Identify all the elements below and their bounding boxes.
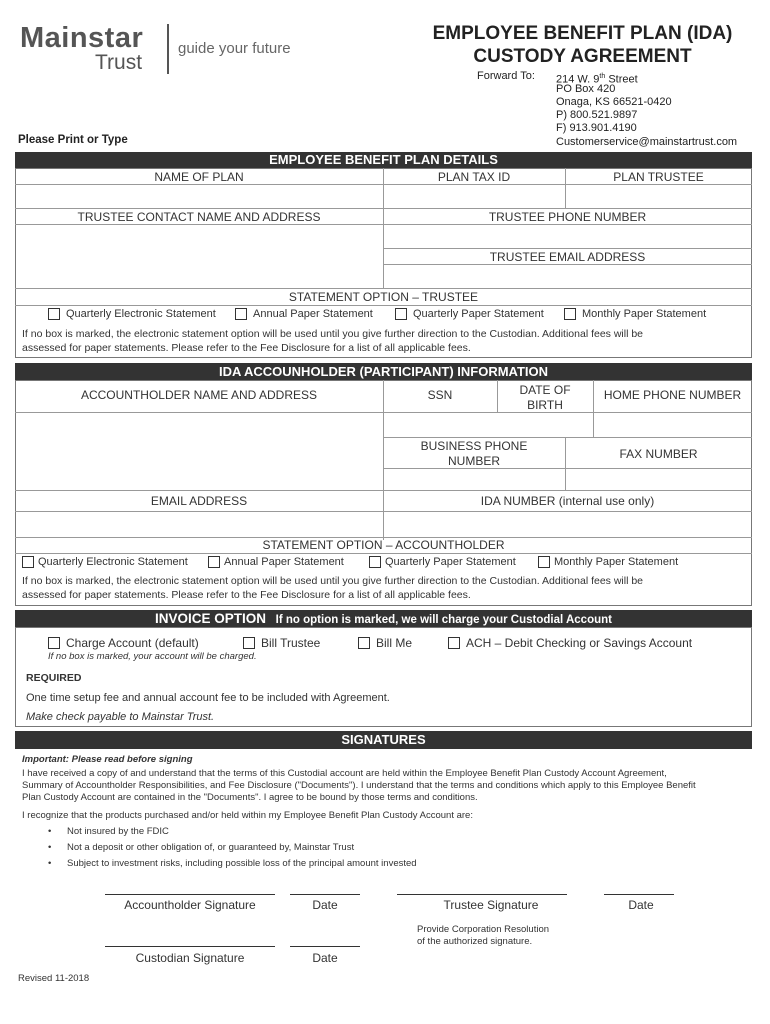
logo-divider — [167, 24, 169, 74]
divider — [15, 288, 752, 289]
plan-tax-id-label: PLAN TAX ID — [437, 170, 511, 184]
invoice-heading-note: If no option is marked, we will charge your Custodial Account — [275, 614, 612, 626]
print-note: Please Print or Type — [18, 134, 128, 146]
custodian-date-label: Date — [312, 951, 338, 965]
trustee-signature-line[interactable] — [397, 894, 567, 895]
home-phone-label: HOME PHONE NUMBER — [603, 388, 742, 402]
ah-option-label: Monthly Paper Statement — [554, 556, 679, 568]
terms-line-1: I have received a copy of and understand that the terms of this Custodial account are held within the Employee Benefit Plan Custody Account Agreement, — [22, 768, 667, 779]
trustee-contact-label: TRUSTEE CONTACT NAME AND ADDRESS — [77, 210, 321, 224]
fax-label: FAX NUMBER — [619, 447, 698, 461]
trustee-option-label: Monthly Paper Statement — [582, 308, 707, 320]
divider — [15, 490, 752, 491]
corp-resolution-note-2: of the authorized signature. — [417, 936, 533, 947]
ah-statement-note-1: If no box is marked, the electronic statement option will be used until you give further direction to the Custodian. Additional fees will be — [22, 575, 644, 587]
terms-line-3: Plan Custody Account are contained in the "Documents". I agree to be bound by those terms and conditions. — [22, 792, 478, 803]
plan-name-field[interactable] — [16, 185, 382, 207]
required-label: REQUIRED — [26, 672, 82, 684]
email-label: EMAIL ADDRESS — [150, 494, 248, 508]
invoice-option-label: Bill Me — [376, 636, 413, 650]
trustee-statement-heading: STATEMENT OPTION – TRUSTEE — [288, 290, 479, 304]
address-city: Onaga, KS 66521-0420 — [556, 96, 672, 108]
plan-trustee-label: PLAN TRUSTEE — [613, 170, 704, 184]
address-street: 214 W. 9th Street — [556, 73, 638, 86]
ah-annual-paper-checkbox[interactable] — [208, 556, 220, 568]
invoice-heading: INVOICE OPTION — [155, 611, 267, 626]
trustee-phone-label: TRUSTEE PHONE NUMBER — [488, 210, 647, 224]
signatures-heading: SIGNATURES — [15, 731, 752, 749]
accountholder-name-field[interactable] — [16, 413, 382, 489]
trustee-date-line[interactable] — [604, 894, 674, 895]
ah-monthly-paper-checkbox[interactable] — [538, 556, 550, 568]
invoice-option-label: Bill Trustee — [261, 636, 321, 650]
trustee-signature-label: Trustee Signature — [443, 898, 539, 912]
check-payable-note: Make check payable to Mainstar Trust. — [26, 711, 215, 723]
disclosure-item: • Not a deposit or other obligation of, or guaranteed by, Mainstar Trust — [22, 840, 417, 856]
trustee-quarterly-electronic-checkbox[interactable] — [48, 308, 60, 320]
ssn-label: SSN — [427, 388, 453, 402]
ah-option-label: Quarterly Paper Statement — [385, 556, 516, 568]
trustee-option-label: Quarterly Paper Statement — [413, 308, 544, 320]
accountholder-signature-line[interactable] — [105, 894, 275, 895]
terms-line-2: Summary of Accountholder Responsibilities, and Fee Disclosure ("Documents"). I understand that the terms and conditions which apply to this Employee Benefit — [22, 780, 696, 791]
accountholder-heading: IDA ACCOUNHOLDER (PARTICIPANT) INFORMATION — [15, 363, 752, 380]
bill-me-checkbox[interactable] — [358, 637, 370, 649]
accountholder-date-line[interactable] — [290, 894, 360, 895]
revised-date: Revised 11-2018 — [18, 973, 90, 984]
custodian-signature-label: Custodian Signature — [135, 951, 245, 965]
divider — [15, 305, 752, 306]
business-phone-field[interactable] — [384, 469, 564, 489]
name-of-plan-label: NAME OF PLAN — [154, 170, 244, 184]
important-note: Important: Please read before signing — [22, 754, 193, 765]
plan-tax-id-field[interactable] — [384, 185, 564, 207]
forward-to-label: Forward To: — [477, 70, 535, 82]
form-title-line2: CUSTODY AGREEMENT — [473, 46, 692, 67]
divider — [15, 553, 752, 554]
ah-option-label: Annual Paper Statement — [224, 556, 344, 568]
disclosure-item: • Subject to investment risks, including possible loss of the principal amount invested — [22, 856, 417, 872]
email-field[interactable] — [16, 512, 382, 536]
ah-statement-note-2: assessed for paper statements. Please refer to the Fee Disclosure for a list of all applicable fees. — [22, 589, 471, 601]
plan-trustee-field[interactable] — [566, 185, 751, 207]
divider — [497, 380, 498, 412]
accountholder-date-label: Date — [312, 898, 338, 912]
home-phone-field[interactable] — [594, 413, 751, 436]
trustee-quarterly-paper-checkbox[interactable] — [395, 308, 407, 320]
disclosure-list — [22, 824, 417, 872]
disclosure-item: • Not insured by the FDIC — [22, 824, 417, 840]
address-fax: F) 913.901.4190 — [556, 122, 637, 134]
ida-number-label: IDA NUMBER (internal use only) — [480, 494, 655, 508]
address-phone: P) 800.521.9897 — [556, 109, 638, 121]
accountholder-name-label: ACCOUNTHOLDER NAME AND ADDRESS — [80, 388, 318, 402]
divider — [383, 248, 752, 249]
custodian-signature-line[interactable] — [105, 946, 275, 947]
divider — [383, 437, 752, 438]
bill-trustee-checkbox[interactable] — [243, 637, 255, 649]
accountholder-signature-label: Accountholder Signature — [124, 898, 256, 912]
recognize-text: I recognize that the products purchased and/or held within my Employee Benefit Plan Custody Account are: — [22, 810, 473, 821]
address-email: Customerservice@mainstartrust.com — [556, 136, 738, 148]
dob-label-2: BIRTH — [527, 398, 563, 412]
trustee-option-label: Quarterly Electronic Statement — [66, 308, 216, 320]
logo-trust: Trust — [95, 51, 143, 74]
trustee-contact-field[interactable] — [16, 225, 382, 287]
accountholder-statement-heading: STATEMENT OPTION – ACCOUNTHOLDER — [262, 538, 505, 552]
plan-details-heading: EMPLOYEE BENEFIT PLAN DETAILS — [15, 152, 752, 168]
trustee-option-label: Annual Paper Statement — [253, 308, 373, 320]
ah-quarterly-paper-checkbox[interactable] — [369, 556, 381, 568]
ida-number-field[interactable] — [384, 512, 751, 536]
trustee-date-label: Date — [628, 898, 654, 912]
trustee-email-label: TRUSTEE EMAIL ADDRESS — [489, 250, 646, 264]
trustee-monthly-paper-checkbox[interactable] — [564, 308, 576, 320]
ah-quarterly-electronic-checkbox[interactable] — [22, 556, 34, 568]
invoice-option-label: Charge Account (default) — [66, 636, 199, 650]
divider — [15, 208, 752, 209]
ssn-dob-field[interactable] — [384, 413, 592, 436]
trustee-email-field[interactable] — [384, 265, 751, 287]
logo-mainstar: Mainstar — [20, 22, 144, 54]
business-phone-label-2: NUMBER — [447, 454, 500, 468]
corp-resolution-note-1: Provide Corporation Resolution — [417, 924, 550, 935]
trustee-annual-paper-checkbox[interactable] — [235, 308, 247, 320]
fax-field[interactable] — [566, 469, 751, 489]
custodian-date-line[interactable] — [290, 946, 360, 947]
trustee-phone-field[interactable] — [384, 225, 751, 247]
invoice-default-note: If no box is marked, your account will be charged. — [48, 651, 257, 662]
trustee-statement-note-1: If no box is marked, the electronic statement option will be used until you give further direction to the Custodian. Additional fees will be — [22, 328, 644, 340]
invoice-heading-band — [15, 610, 752, 627]
address-po-box: PO Box 420 — [556, 83, 616, 95]
form-title-line1: EMPLOYEE BENEFIT PLAN (IDA) — [432, 23, 733, 44]
business-phone-label-1: BUSINESS PHONE — [420, 439, 528, 453]
dob-label-1: DATE OF — [519, 383, 571, 397]
trustee-statement-note-2: assessed for paper statements. Please refer to the Fee Disclosure for a list of all applicable fees. — [22, 342, 471, 354]
invoice-option-label: ACH – Debit Checking or Savings Account — [466, 636, 693, 650]
logo-tagline: guide your future — [178, 40, 291, 57]
ah-option-label: Quarterly Electronic Statement — [38, 556, 188, 568]
charge-account-checkbox[interactable] — [48, 637, 60, 649]
fee-note: One time setup fee and annual account fee to be included with Agreement. — [26, 692, 390, 704]
ach-checkbox[interactable] — [448, 637, 460, 649]
